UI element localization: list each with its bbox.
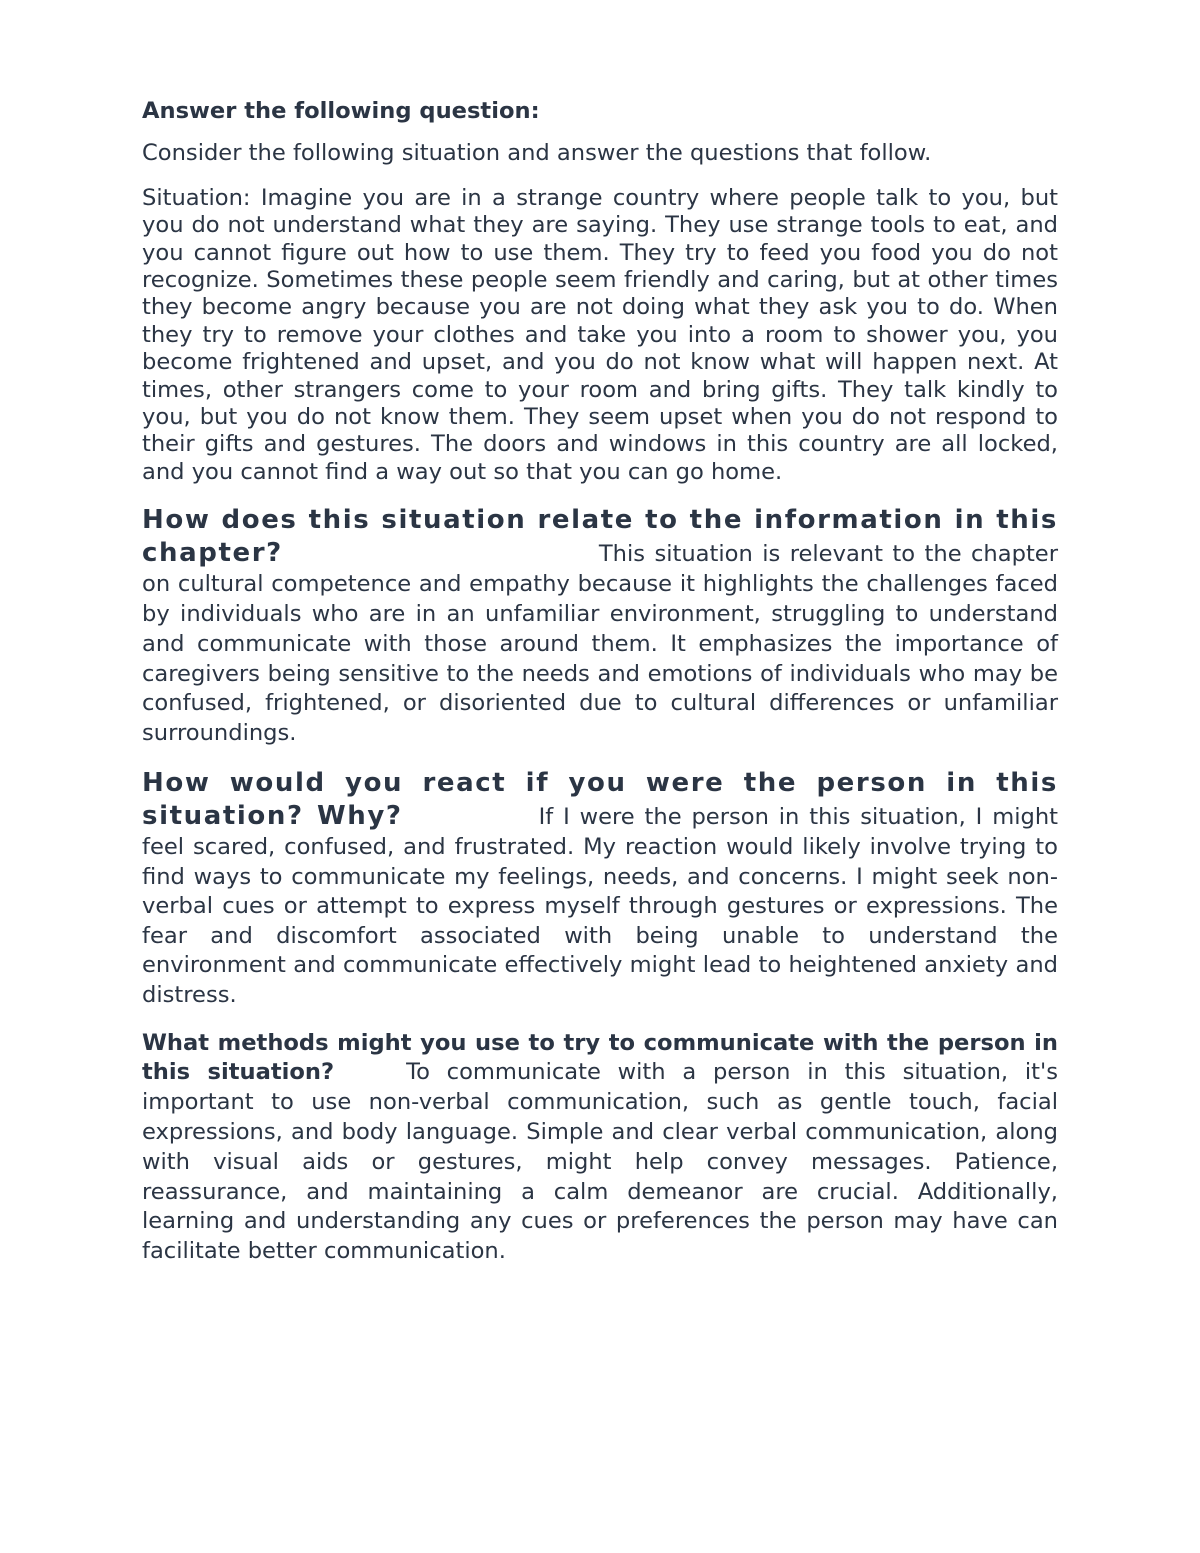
- answer-1: This situation is relevant to the chapter on cultural competence and empathy because it highlights the challenges faced by individuals who are in an unfamiliar environment, struggling to understand and communicate with those around them. It emphasizes the importance of caregivers being sensitive to the needs and emotions of individuals who may be confused, frightened, or disoriented due to cultural differences or unfamiliar surroundings.: [142, 541, 1058, 747]
- question-answer-3: [142, 1029, 1058, 1267]
- question-answer-2: [142, 767, 1058, 1011]
- intro-paragraph: Consider the following situation and answer the questions that follow.: [142, 140, 932, 167]
- document-page: [142, 98, 1058, 1285]
- question-block-1: [142, 504, 1058, 749]
- situation-paragraph: Situation: Imagine you are in a strange country where people talk to you, but you do not understand what they are saying. They use strange tools to eat, and you cannot figure out how to use them. They try to feed you food you do not recognize. Sometimes these people seem friendly and caring, but at other times they become angry because you are not doing what they ask you to do. When they try to remove your clothes and take you into a room to shower you, you become frightened and upset, and you do not know what will happen next. At times, other strangers come to your room and bring gifts. They talk kindly to you, but you do not know them. They seem upset when you do not respond to their gifts and gestures. The doors and windows in this country are all locked, and you cannot find a way out so that you can go home.: [142, 184, 1058, 485]
- answer-3: To communicate with a person in this situation, it's important to use non-verbal communication, such as gentle touch, facial expressions, and body language. Simple and clear verbal communication, along with visual aids or gestures, might help convey messages. Patience, reassurance, and maintaining a calm demeanor are crucial. Additionally, learning and understanding any cues or preferences the person may have can facilitate better communication.: [142, 1059, 1058, 1265]
- page-heading: Answer the following question:: [142, 98, 540, 124]
- answer-2: If I were the person in this situation, I might feel scared, confused, and frustrated. My reaction would likely involve trying to find ways to communicate my feelings, needs, and concerns. I might seek non-verbal cues or attempt to express myself through gestures or expressions. The fear and discomfort associated with being unable to understand the environment and communicate effectively might lead to heightened anxiety and distress.: [142, 804, 1058, 1009]
- question-block-3: [142, 1029, 1058, 1267]
- question-answer-1: [142, 504, 1058, 749]
- question-3: What methods might you use to try to communicate with the person in this situation?: [142, 1029, 1058, 1086]
- question-block-2: [142, 767, 1058, 1011]
- question-1: How does this situation relate to the information in this chapter?: [142, 505, 1058, 569]
- question-2: How would you react if you were the person in this situation? Why?: [142, 768, 1058, 832]
